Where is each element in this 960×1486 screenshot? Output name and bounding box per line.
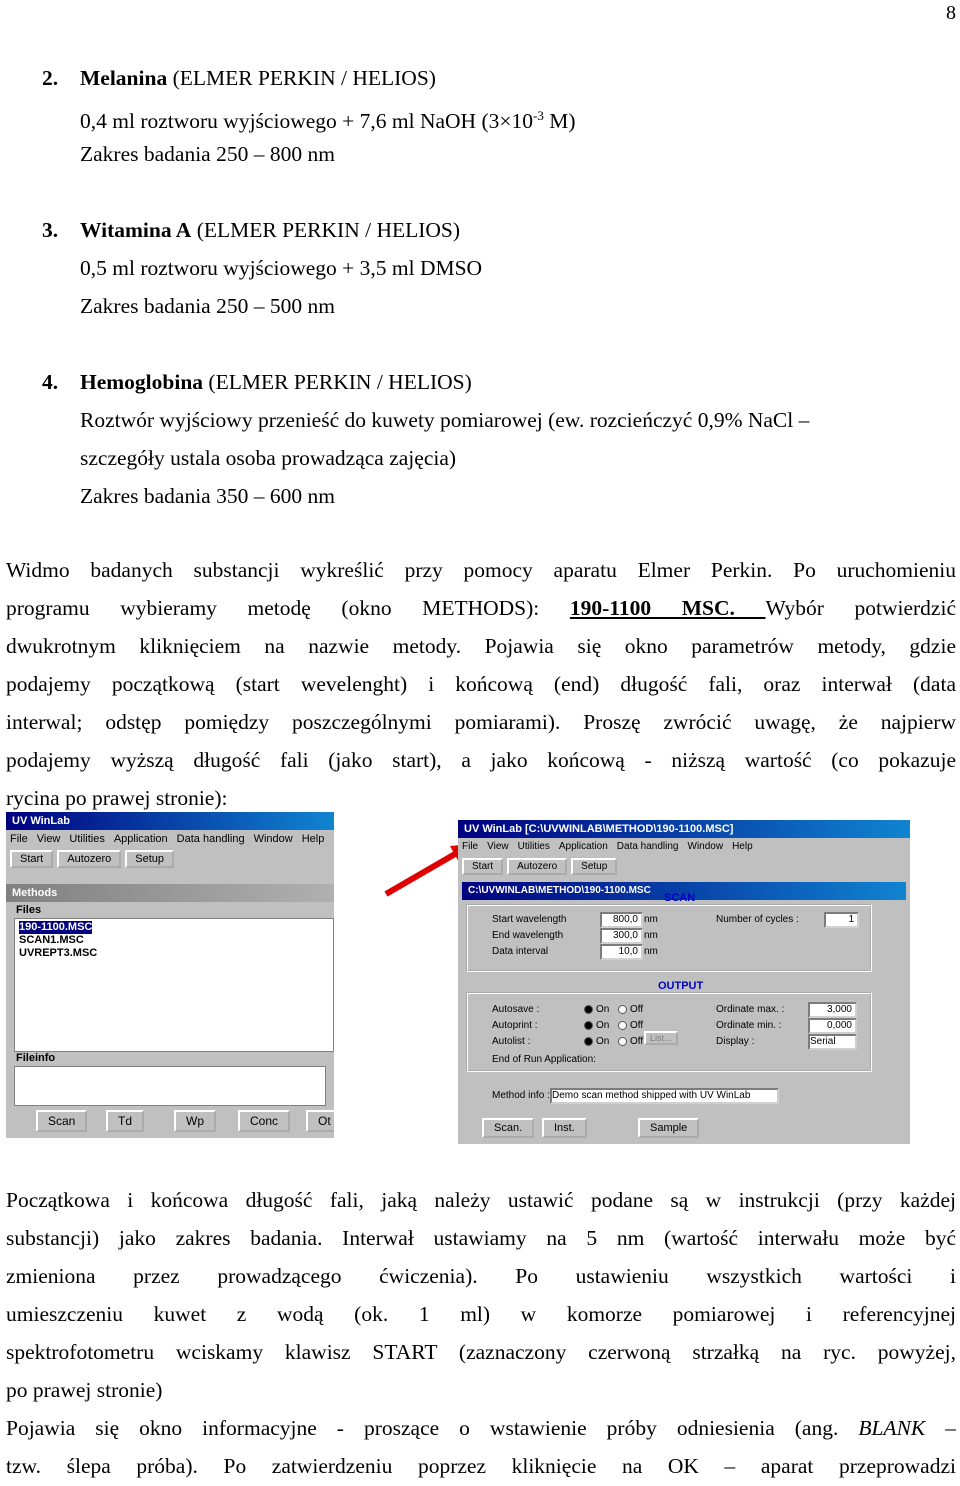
page-number: 8 bbox=[946, 2, 956, 24]
window-title: UV WinLab bbox=[6, 812, 334, 830]
item-text-unit: M) bbox=[543, 109, 576, 134]
autoprint-off[interactable]: Off bbox=[618, 1020, 643, 1031]
text: Pojawia się okno informacyjne - proszące o wstawienie próby odniesienia (ang. bbox=[6, 1416, 859, 1440]
display-label: Display : bbox=[716, 1036, 755, 1047]
autosave-on[interactable]: On bbox=[584, 1004, 609, 1015]
tab-td[interactable]: Td bbox=[106, 1110, 144, 1132]
right-screenshot bbox=[458, 820, 910, 1144]
start-wavelength-input[interactable]: 800,0 bbox=[600, 912, 643, 928]
menu-data-handling[interactable]: Data handling bbox=[616, 841, 679, 852]
ordinate-min-input[interactable]: 0,000 bbox=[808, 1018, 857, 1034]
autozero-button[interactable]: Autozero bbox=[57, 850, 121, 868]
end-of-run-label: End of Run Application: bbox=[492, 1054, 596, 1065]
menu-window[interactable]: Window bbox=[687, 841, 724, 852]
item-title: Melanina bbox=[80, 66, 168, 90]
menu-help[interactable]: Help bbox=[301, 833, 325, 845]
method-info-label: Method info : bbox=[492, 1090, 550, 1101]
item-heading bbox=[80, 64, 436, 92]
fileinfo-label: Fileinfo bbox=[16, 1052, 56, 1064]
output-group-title: OUTPUT bbox=[658, 980, 704, 992]
cycles-label: Number of cycles : bbox=[716, 914, 799, 925]
paragraph-line: dwukrotnym kliknięciem na nazwie metody. Pojawia się okno parametrów metody, gdzie bbox=[6, 634, 956, 658]
exponent-base: 10 bbox=[511, 109, 534, 134]
item-text: 0,4 ml roztworu wyjściowego + 7,6 ml NaOH (3 bbox=[80, 109, 500, 134]
paragraph-line: tzw. ślepa próba). Po zatwierdzeniu poprzez kliknięcie na OK – aparat przeprowadzi bbox=[6, 1454, 956, 1478]
menu-application[interactable]: Application bbox=[558, 841, 608, 852]
tab-scan[interactable]: Scan. bbox=[482, 1118, 534, 1138]
item-line: Roztwór wyjściowy przenieść do kuwety pomiarowej (ew. rozcieńczyć 0,9% NaCl – bbox=[80, 408, 810, 432]
list-button[interactable]: List... bbox=[644, 1031, 678, 1045]
item-range: Zakres badania 350 – 600 nm bbox=[80, 484, 335, 508]
paragraph-line: podajemy wyższą długość fali (jako start), a jako końcową - niższą wartość (co pokazuje bbox=[6, 748, 956, 772]
window-title: UV WinLab [C:\UVWINLAB\METHOD\190-1100.MSC] bbox=[458, 820, 910, 838]
scan-group-title: SCAN bbox=[664, 892, 696, 904]
toolbar bbox=[6, 848, 334, 878]
item-title: Hemoglobina bbox=[80, 370, 204, 394]
item-instrument: (ELMER PERKIN / HELIOS) bbox=[203, 370, 472, 394]
menu-view[interactable]: View bbox=[487, 841, 509, 852]
item-number: 2. bbox=[42, 66, 59, 90]
files-list bbox=[14, 918, 334, 1052]
files-label: Files bbox=[16, 904, 42, 916]
exponent: -3 bbox=[533, 108, 544, 123]
tab-wp[interactable]: Wp bbox=[174, 1110, 216, 1132]
fileinfo-panel bbox=[14, 1066, 326, 1106]
setup-button[interactable]: Setup bbox=[125, 850, 174, 868]
item-instrument: (ELMER PERKIN / HELIOS) bbox=[167, 66, 436, 90]
menu-file[interactable]: File bbox=[10, 833, 28, 845]
ordinate-max-input[interactable]: 3,000 bbox=[808, 1002, 857, 1018]
display-select[interactable]: Serial bbox=[808, 1034, 857, 1050]
item-line: 0,5 ml roztworu wyjściowego + 3,5 ml DMSO bbox=[80, 256, 483, 280]
menu-utilities[interactable]: Utilities bbox=[517, 841, 550, 852]
menu-bar bbox=[458, 838, 910, 856]
autosave-label: Autosave : bbox=[492, 1004, 540, 1015]
blank-term: BLANK bbox=[858, 1416, 926, 1440]
menu-application[interactable]: Application bbox=[113, 833, 168, 845]
item-heading bbox=[80, 368, 472, 396]
autolist-label: Autolist : bbox=[492, 1036, 531, 1047]
paragraph-line: interwal; odstęp pomiędzy poszczególnymi pomiarami). Proszę zwrócić uwagę, że najpierw bbox=[6, 710, 956, 734]
paragraph-line: podajemy początkową (start wevelenght) i końcową (end) długość fali, oraz interwał (data bbox=[6, 672, 956, 696]
file-item[interactable]: SCAN1.MSC bbox=[19, 934, 84, 946]
item-heading bbox=[80, 216, 460, 244]
methods-title: Methods bbox=[6, 884, 334, 902]
menu-window[interactable]: Window bbox=[253, 833, 293, 845]
toolbar bbox=[458, 856, 910, 880]
text: – bbox=[925, 1416, 956, 1440]
paragraph-line: po prawej stronie) bbox=[6, 1378, 163, 1402]
autosave-off[interactable]: Off bbox=[618, 1004, 643, 1015]
end-wavelength-label: End wavelength bbox=[492, 930, 564, 941]
paragraph-line: substancji) jako zakres badania. Interwał ustawiamy na 5 nm (wartość interwału może być bbox=[6, 1226, 956, 1250]
nm-unit: nm bbox=[644, 946, 658, 957]
nm-unit: nm bbox=[644, 930, 658, 941]
paragraph-line: Początkowa i końcowa długość fali, jaką należy ustawić podane są w instrukcji (przy każdej bbox=[6, 1188, 956, 1212]
ordinate-max-label: Ordinate max. : bbox=[716, 1004, 785, 1015]
ordinate-min-label: Ordinate min. : bbox=[716, 1020, 782, 1031]
paragraph-line: spektrofotometru wciskamy klawisz START (zaznaczony czerwoną strzałką na ryc. powyżej, bbox=[6, 1340, 956, 1364]
method-info-input[interactable]: Demo scan method shipped with UV WinLab bbox=[550, 1088, 779, 1104]
tab-other[interactable]: Ot bbox=[306, 1110, 334, 1132]
data-interval-label: Data interval bbox=[492, 946, 549, 957]
cycles-input[interactable]: 1 bbox=[824, 912, 859, 928]
method-name: 190-1100 MSC. bbox=[569, 596, 766, 620]
item-number: 4. bbox=[42, 370, 59, 394]
file-item[interactable]: 190-1100.MSC bbox=[19, 921, 93, 933]
tab-scan[interactable]: Scan bbox=[36, 1110, 87, 1132]
menu-utilities[interactable]: Utilities bbox=[69, 833, 105, 845]
menu-file[interactable]: File bbox=[462, 841, 479, 852]
paragraph-line bbox=[6, 1410, 956, 1448]
autoprint-label: Autoprint : bbox=[492, 1020, 538, 1031]
menu-help[interactable]: Help bbox=[732, 841, 753, 852]
nm-unit: nm bbox=[644, 914, 658, 925]
menu-view[interactable]: View bbox=[36, 833, 61, 845]
paragraph-line: umieszczeniu kuwet z wodą (ok. 1 ml) w komorze pomiarowej i referencyjnej bbox=[6, 1302, 956, 1326]
paragraph-line: zmieniona przez prowadzącego ćwiczenia). Po ustawieniu wszystkich wartości i bbox=[6, 1264, 956, 1288]
paragraph-line bbox=[6, 590, 956, 628]
autoprint-on[interactable]: On bbox=[584, 1020, 609, 1031]
menu-data-handling[interactable]: Data handling bbox=[176, 833, 245, 845]
setup-button[interactable]: Setup bbox=[571, 858, 617, 875]
autolist-on[interactable]: On bbox=[584, 1036, 609, 1047]
tab-conc[interactable]: Conc bbox=[238, 1110, 290, 1132]
end-wavelength-input[interactable]: 300,0 bbox=[600, 928, 643, 944]
item-line bbox=[80, 102, 576, 135]
start-button[interactable]: Start bbox=[10, 850, 53, 868]
menu-bar bbox=[6, 830, 334, 848]
method-window-title: C:\UVWINLAB\METHOD\190-1100.MSC bbox=[462, 882, 906, 900]
paragraph-line: rycina po prawej stronie): bbox=[6, 786, 228, 810]
paragraph-line: Widmo badanych substancji wykreślić przy pomocy aparatu Elmer Perkin. Po uruchomieniu bbox=[6, 558, 956, 582]
text: Wybór potwierdzić bbox=[765, 596, 956, 620]
item-title: Witamina A bbox=[80, 218, 192, 242]
tab-sample[interactable]: Sample bbox=[638, 1118, 699, 1138]
left-screenshot bbox=[6, 812, 334, 1138]
item-range: Zakres badania 250 – 500 nm bbox=[80, 294, 335, 318]
data-interval-input[interactable]: 10,0 bbox=[600, 944, 643, 960]
autozero-button[interactable]: Autozero bbox=[507, 858, 567, 875]
start-wavelength-label: Start wavelength bbox=[492, 914, 567, 925]
item-line: szczegóły ustala osoba prowadząca zajęcia) bbox=[80, 446, 457, 470]
text: programu wybieramy metodę (okno METHODS): bbox=[6, 596, 570, 620]
item-number: 3. bbox=[42, 218, 59, 242]
file-item[interactable]: UVREPT3.MSC bbox=[19, 947, 98, 959]
item-range: Zakres badania 250 – 800 nm bbox=[80, 142, 335, 166]
start-button[interactable]: Start bbox=[462, 858, 503, 875]
tab-inst[interactable]: Inst. bbox=[542, 1118, 587, 1138]
times-sign: × bbox=[499, 109, 512, 134]
autolist-off[interactable]: Off bbox=[618, 1036, 643, 1047]
item-instrument: (ELMER PERKIN / HELIOS) bbox=[191, 218, 461, 242]
